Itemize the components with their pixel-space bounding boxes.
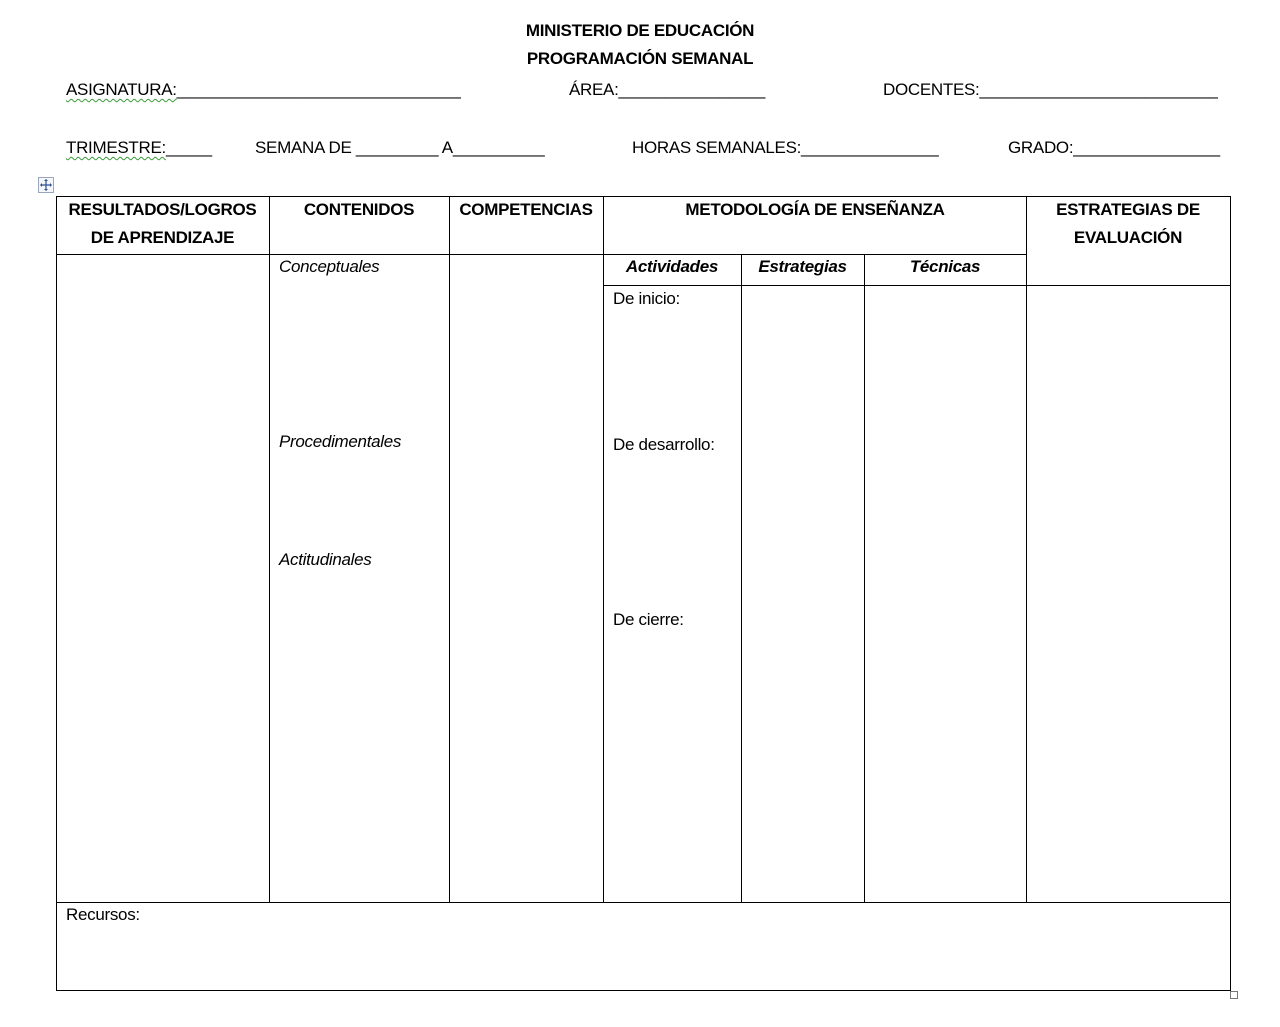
header-estrategias-evaluacion	[1026, 196, 1230, 252]
recursos-label: Recursos:	[66, 905, 140, 924]
trimestre-blank: _____	[165, 138, 212, 157]
actividad-desarrollo: De desarrollo:	[613, 435, 715, 454]
table-rule-subheader	[603, 285, 1231, 286]
table-border-right	[1230, 196, 1231, 991]
docentes-label: DOCENTES:	[883, 80, 980, 99]
header-metodologia: METODOLOGÍA DE ENSEÑANZA	[685, 200, 945, 219]
table-col-2	[449, 196, 450, 903]
trimestre-label: TRIMESTRE:	[66, 138, 166, 157]
actividad-cierre: De cierre:	[613, 610, 684, 629]
table-col-3	[603, 196, 604, 903]
table-col-4	[741, 254, 742, 903]
table-rule-recursos	[56, 902, 1231, 903]
contenidos-actitudinales: Actitudinales	[279, 550, 372, 569]
grado-label: GRADO:	[1008, 138, 1074, 157]
header-contenidos: CONTENIDOS	[303, 200, 415, 219]
docentes-blank: __________________________	[979, 80, 1218, 99]
actividad-inicio: De inicio:	[613, 289, 680, 308]
horas-field[interactable]	[632, 138, 938, 158]
area-blank: ________________	[618, 80, 766, 99]
header-resultados-line2: DE APRENDIZAJE	[90, 228, 235, 247]
subheader-tecnicas: Técnicas	[909, 257, 981, 276]
document-title: PROGRAMACIÓN SEMANAL	[526, 49, 754, 68]
subheader-estrategias: Estrategias	[758, 257, 847, 276]
table-col-5	[864, 254, 865, 903]
table-col-1	[269, 196, 270, 903]
docentes-field[interactable]	[883, 80, 1218, 100]
horas-blank: _______________	[801, 138, 939, 157]
table-resize-handle[interactable]	[1230, 991, 1238, 999]
asignatura-field[interactable]	[66, 80, 460, 100]
table-border-bottom	[56, 990, 1231, 991]
ministry-title: MINISTERIO DE EDUCACIÓN	[525, 21, 755, 40]
table-rule-metodologia	[603, 254, 1027, 255]
area-label: ÁREA:	[569, 80, 619, 99]
asignatura-blank: _______________________________	[176, 80, 461, 99]
grado-blank: ________________	[1073, 138, 1220, 157]
semana-field[interactable]: SEMANA DE _________ A__________	[255, 138, 545, 157]
trimestre-field[interactable]	[66, 138, 212, 158]
header-resultados-line1: RESULTADOS/LOGROS	[68, 200, 257, 219]
header-competencias: COMPETENCIAS	[459, 200, 593, 219]
table-move-handle-icon[interactable]	[38, 177, 54, 193]
asignatura-label: ASIGNATURA:	[66, 80, 177, 99]
header-estrategias-evaluacion-line2: EVALUACIÓN	[1073, 228, 1183, 247]
table-col-6	[1026, 196, 1027, 903]
grado-field[interactable]	[1008, 138, 1220, 158]
contenidos-procedimentales: Procedimentales	[279, 432, 402, 451]
header-resultados	[56, 196, 269, 252]
header-estrategias-evaluacion-line1: ESTRATEGIAS DE	[1056, 200, 1200, 219]
subheader-actividades: Actividades	[625, 257, 719, 276]
area-field[interactable]	[569, 80, 765, 100]
table-border-left	[56, 196, 57, 991]
contenidos-conceptuales: Conceptuales	[279, 257, 380, 276]
horas-label: HORAS SEMANALES:	[632, 138, 802, 157]
